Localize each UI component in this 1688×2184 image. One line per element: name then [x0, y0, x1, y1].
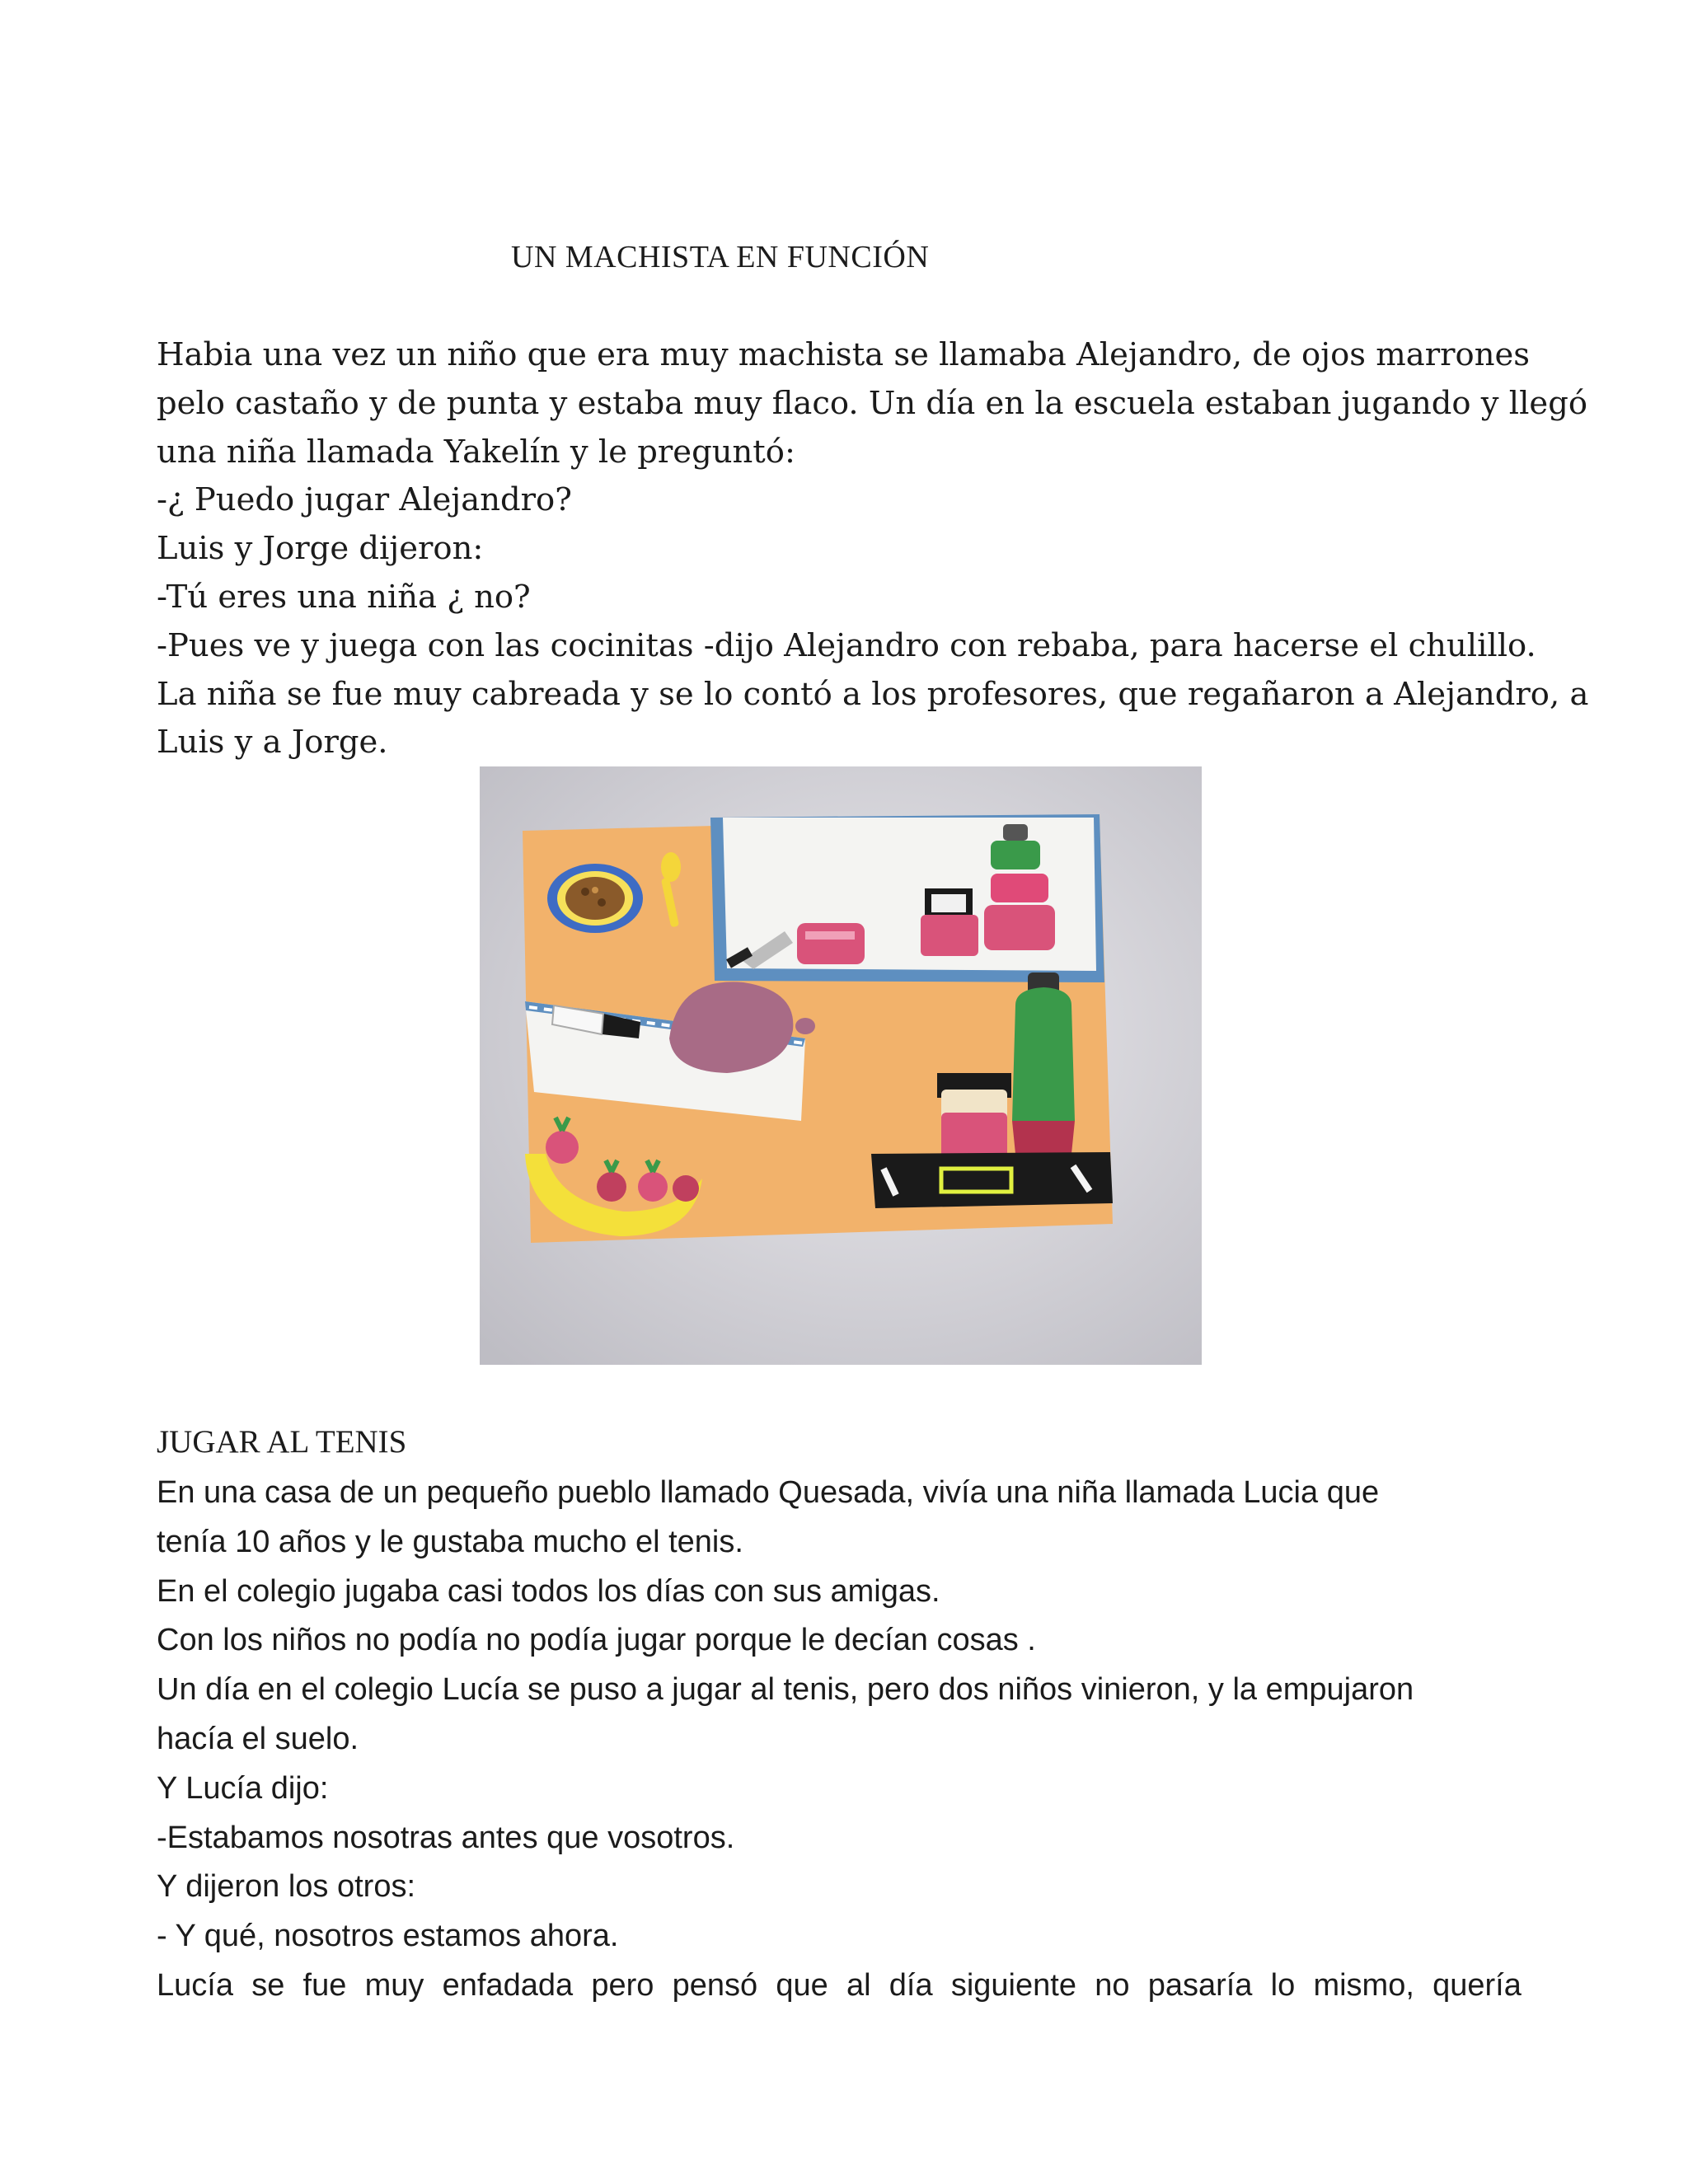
story-line: -Tú eres una niña ¿ no?	[157, 578, 531, 616]
word: que	[776, 1967, 828, 2003]
story-line: Y dijeron los otros:	[157, 1869, 416, 1905]
story-line: Habia una vez un niño que era muy machista se llamaba Alejandro, de ojos marrones	[157, 336, 1531, 373]
story-line: La niña se fue muy cabreada y se lo contó a los profesores, que regañaron a Alejandro, a	[157, 675, 1589, 713]
word: siguiente	[950, 1967, 1076, 2003]
story-line: Luis y a Jorge.	[157, 724, 388, 762]
story-title-tenis: JUGAR AL TENIS	[157, 1424, 407, 1460]
word: pasaría	[1147, 1967, 1253, 2003]
story-body-tenis	[157, 1469, 1558, 2011]
story-line: una niña llamada Yakelín y le preguntó:	[157, 433, 795, 471]
word: no	[1095, 1967, 1130, 2003]
story-line: Con los niños no podía no podía jugar porque le decían cosas .	[157, 1623, 1036, 1658]
story-title-machista: UN MACHISTA EN FUNCIÓN	[511, 240, 930, 274]
word: pero	[591, 1967, 654, 2003]
word: lo	[1270, 1967, 1296, 2003]
story-body-machista	[157, 331, 1589, 767]
story-line: -Estabamos nosotras antes que vosotros.	[157, 1820, 735, 1855]
word: día	[889, 1967, 933, 2003]
story-line: -¿ Puedo jugar Alejandro?	[157, 481, 572, 519]
word: enfadada	[442, 1967, 574, 2003]
word: fue	[302, 1967, 347, 2003]
word: al	[846, 1967, 871, 2003]
word: quería	[1432, 1967, 1522, 2003]
story-line: En una casa de un pequeño pueblo llamado Quesada, vivía una niña llamada Lucia que	[157, 1475, 1380, 1510]
story-line: -Pues ve y juega con las cocinitas -dijo Alejandro con rebaba, para hacerse el chulillo.	[157, 626, 1536, 664]
word: Lucía	[157, 1967, 233, 2003]
word: pensó	[672, 1967, 758, 2003]
story-line: tenía 10 años y le gustaba mucho el tenis.	[157, 1524, 743, 1559]
story-line: En el colegio jugaba casi todos los días con sus amigas.	[157, 1573, 940, 1609]
kitchen-painting-image	[480, 766, 1202, 1365]
word: se	[251, 1967, 285, 2003]
word: mismo,	[1313, 1967, 1414, 2003]
story-line: - Y qué, nosotros estamos ahora.	[157, 1919, 619, 1954]
story-line: Luis y Jorge dijeron:	[157, 530, 484, 568]
story-line: Y Lucía dijo:	[157, 1770, 329, 1806]
story-line: hacía el suelo.	[157, 1721, 359, 1756]
story-line: Un día en el colegio Lucía se puso a jugar al tenis, pero dos niños vinieron, y la empujaron	[157, 1672, 1414, 1708]
word: muy	[364, 1967, 424, 2003]
story-line: pelo castaño y de punta y estaba muy flaco. Un día en la escuela estaban jugando y llegó	[157, 384, 1588, 422]
story-line-justified	[157, 1961, 1522, 2011]
